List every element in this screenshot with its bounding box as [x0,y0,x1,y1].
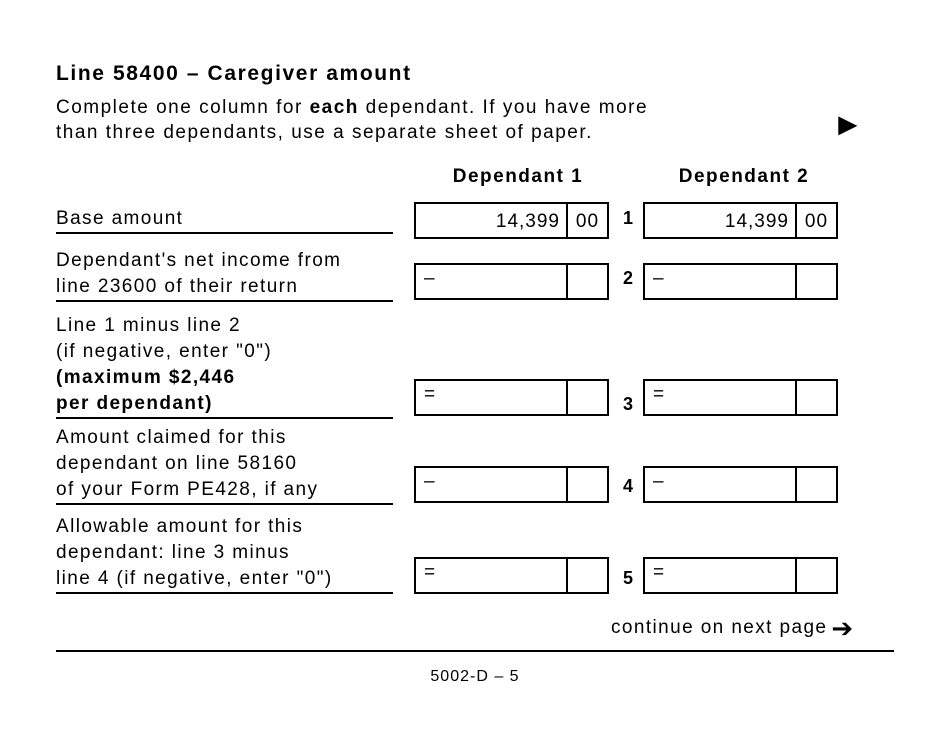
operator: – [424,471,436,492]
row-3-label [56,313,393,419]
page-title: Line 58400 – Caregiver amount [56,62,412,85]
row-5-label [56,514,393,594]
row-2-label [56,248,393,302]
cents-value [566,265,607,298]
column-header-dependant-1: Dependant 1 [452,166,584,187]
cents-value: 00 [795,204,836,237]
row-5-dependant-1-field[interactable] [414,557,609,594]
cents-value [566,381,607,414]
label-text: dependant on line 58160 [56,453,298,474]
line-number-3: 3 [622,394,633,414]
label-bold-text: (maximum $2,446 [56,367,236,388]
label-text: (if negative, enter "0") [56,341,273,362]
row-4-label [56,425,393,505]
intro-text-tail: dependant. If you have more [358,97,649,118]
column-header-dependant-2: Dependant 2 [678,166,810,187]
cents-value [795,468,836,501]
row-5-dependant-2-field[interactable] [643,557,838,594]
cents-value: 00 [566,204,607,237]
operator: – [653,471,665,492]
label-text: dependant: line 3 minus [56,542,290,563]
cents-value [795,265,836,298]
intro-emphasis: each [309,97,359,118]
amount-value: 14,399 [495,211,560,232]
row-2-dependant-2-field[interactable] [643,263,838,300]
label-text: line 23600 of their return [56,276,299,297]
row-4-dependant-2-field[interactable] [643,466,838,503]
label-text: Dependant's net income from [56,250,342,271]
amount-value: 14,399 [724,211,789,232]
footer-divider [56,650,894,652]
cents-value [795,381,836,414]
row-3-dependant-2-field[interactable] [643,379,838,416]
line-number-1: 1 [622,208,633,228]
continue-next-page [611,613,855,643]
intro-line-1 [56,97,648,119]
line-number-2: 2 [622,268,633,288]
label-bold-text: per dependant) [56,393,213,414]
row-3-dependant-1-field[interactable] [414,379,609,416]
arrow-right-icon: ➔ [831,613,855,643]
row-1-dependant-1-field[interactable] [414,202,609,239]
operator: = [424,384,437,405]
operator: = [653,384,666,405]
next-arrow-icon: ► [832,106,864,142]
continue-text: continue on next page [611,617,828,638]
label-text: line 4 (if negative, enter "0") [56,568,333,589]
label-text: Allowable amount for this [56,516,304,537]
label-text: of your Form PE428, if any [56,479,319,500]
page-number: 5002-D – 5 [430,668,520,685]
cents-value [795,559,836,592]
row-2-dependant-1-field[interactable] [414,263,609,300]
operator: – [653,268,665,289]
operator: – [424,268,436,289]
intro-text: Complete one column for [56,97,310,118]
cents-value [566,468,607,501]
line-number-4: 4 [622,476,633,496]
label-text: Line 1 minus line 2 [56,315,242,336]
intro-line-2: than three dependants, use a separate sheet of paper. [56,122,593,143]
operator: = [653,562,666,583]
label-text: Amount claimed for this [56,427,287,448]
row-1-label [56,206,393,234]
line-number-5: 5 [622,568,633,588]
label-text: Base amount [56,208,184,229]
row-1-dependant-2-field[interactable] [643,202,838,239]
operator: = [424,562,437,583]
cents-value [566,559,607,592]
row-4-dependant-1-field[interactable] [414,466,609,503]
